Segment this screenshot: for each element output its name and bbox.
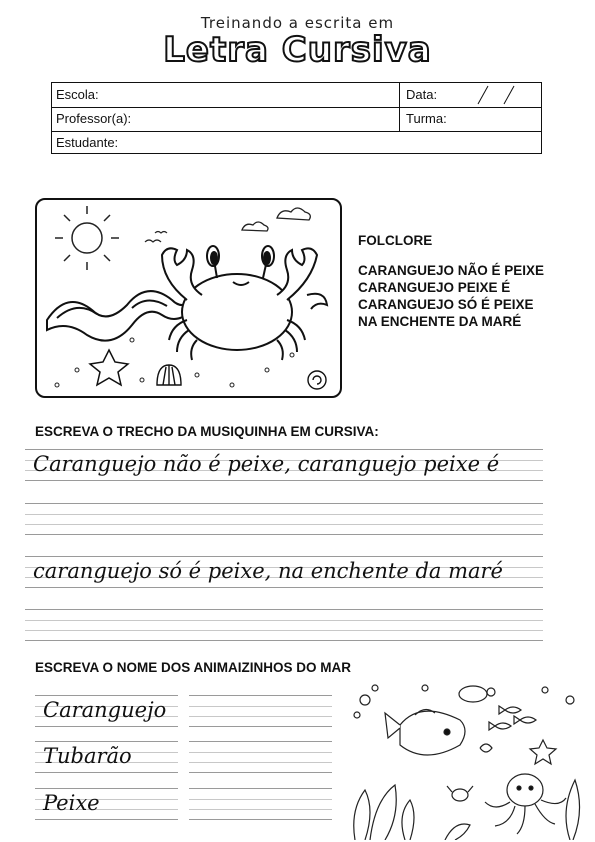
guide-rule bbox=[25, 514, 543, 515]
school-label: Escola: bbox=[56, 87, 99, 102]
word-fish: Peixe bbox=[43, 791, 100, 815]
bird-icon bbox=[145, 232, 167, 243]
shell-icon bbox=[157, 365, 326, 389]
cloud-icon bbox=[242, 208, 310, 231]
word-model-3 bbox=[35, 788, 178, 820]
model-text-line-1: Caranguejo não é peixe, caranguejo peixe é bbox=[33, 452, 500, 476]
word-writing-1[interactable] bbox=[189, 695, 332, 727]
octopus-icon bbox=[485, 774, 566, 834]
song-line-2: CARANGUEJO PEIXE É bbox=[358, 280, 511, 295]
fish-icon bbox=[385, 709, 465, 755]
word-model-1 bbox=[35, 695, 178, 727]
writing-line-2[interactable] bbox=[25, 609, 543, 641]
guide-rule bbox=[189, 809, 332, 810]
date-slashes bbox=[464, 85, 524, 105]
starfish-icon bbox=[90, 350, 128, 385]
form-row-teacher bbox=[52, 107, 541, 131]
turtle-icon bbox=[459, 686, 495, 702]
word-writing-3[interactable] bbox=[189, 788, 332, 820]
guide-rule bbox=[189, 799, 332, 800]
model-guide-line-2 bbox=[25, 556, 543, 588]
word-shark: Tubarão bbox=[43, 744, 132, 768]
date-label: Data: bbox=[406, 87, 438, 102]
crab-illustration bbox=[35, 198, 342, 398]
student-info-form bbox=[51, 82, 542, 154]
song-line-1: CARANGUEJO NÃO É PEIXE bbox=[358, 263, 545, 278]
guide-rule bbox=[189, 762, 332, 763]
guide-rule bbox=[189, 706, 332, 707]
song-line-4: NA ENCHENTE DA MARÉ bbox=[358, 314, 522, 329]
sea-animals-illustration bbox=[345, 680, 585, 840]
sun-icon bbox=[55, 206, 119, 270]
song-line-3: CARANGUEJO SÓ É PEIXE bbox=[358, 297, 534, 312]
starfish-icon bbox=[530, 740, 556, 764]
word-crab: Caranguejo bbox=[43, 698, 167, 722]
crab-icon bbox=[162, 246, 327, 360]
exercise-1-heading: ESCREVA O TRECHO DA MUSIQUINHA EM CURSIVA: bbox=[35, 424, 379, 439]
seaweed-icon bbox=[354, 780, 580, 840]
crab-scene bbox=[37, 200, 340, 396]
writing-line-1[interactable] bbox=[25, 503, 543, 535]
song-title: FOLCLORE bbox=[358, 233, 433, 248]
form-row-student bbox=[52, 131, 541, 155]
worksheet-title: Letra Cursiva bbox=[163, 30, 432, 70]
teacher-label: Professor(a): bbox=[56, 111, 132, 126]
model-guide-line-1 bbox=[25, 449, 543, 481]
word-model-2 bbox=[35, 741, 178, 773]
class-label: Turma: bbox=[406, 111, 447, 126]
guide-rule bbox=[189, 716, 332, 717]
model-text-line-2: caranguejo só é peixe, na enchente da maré bbox=[33, 559, 503, 583]
word-writing-2[interactable] bbox=[189, 741, 332, 773]
guide-rule bbox=[189, 752, 332, 753]
worksheet-subtitle: Treinando a escrita em bbox=[200, 14, 395, 32]
crab-icon bbox=[447, 786, 473, 801]
fish-icon bbox=[480, 706, 536, 752]
guide-rule bbox=[25, 524, 543, 525]
exercise-2-heading: ESCREVA O NOME DOS ANIMAIZINHOS DO MAR bbox=[35, 660, 352, 675]
guide-rule bbox=[25, 620, 543, 621]
student-label: Estudante: bbox=[56, 135, 119, 150]
form-column-divider bbox=[399, 83, 400, 131]
guide-rule bbox=[25, 630, 543, 631]
